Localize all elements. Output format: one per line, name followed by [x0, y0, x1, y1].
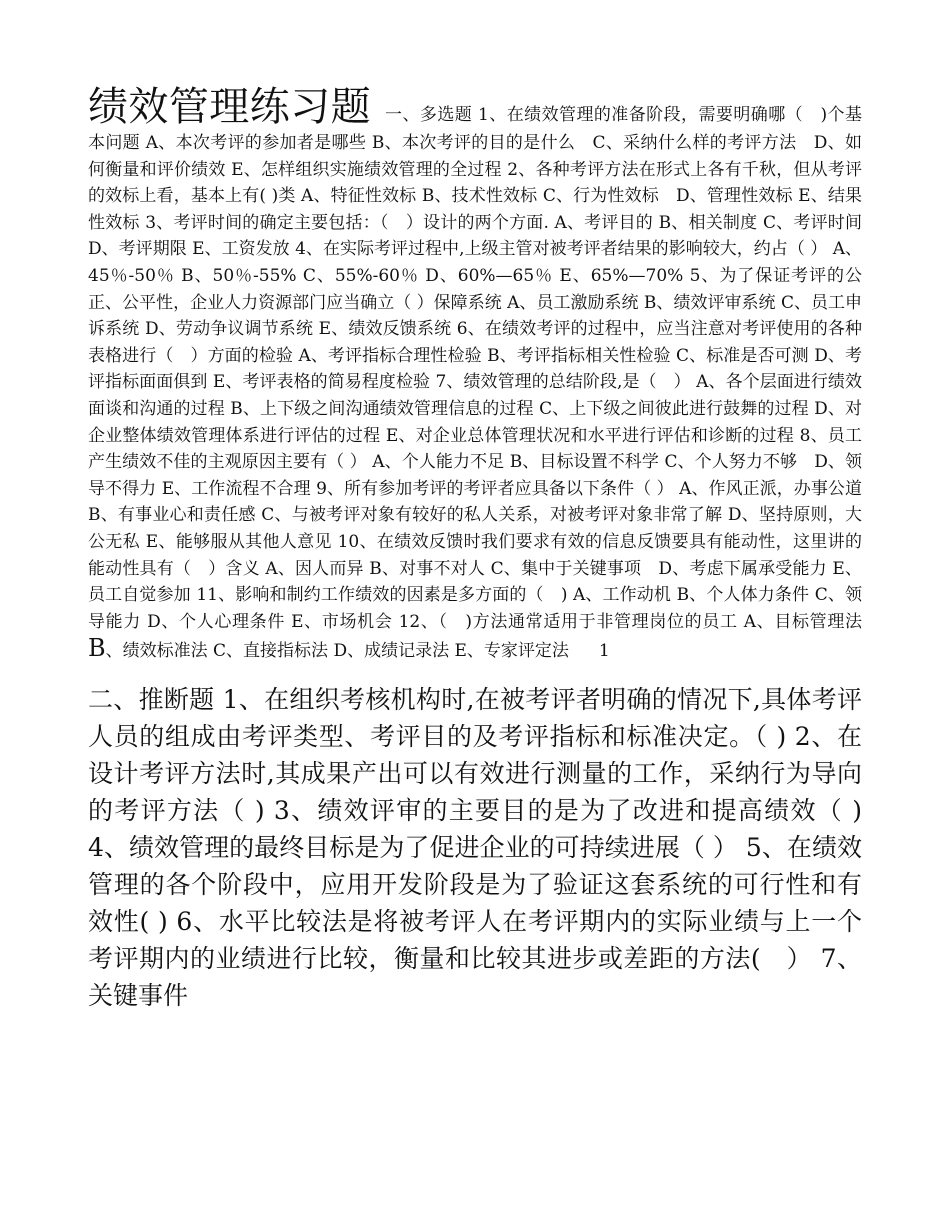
- option-b-letter: B: [88, 634, 106, 663]
- document-title: 绩效管理练习题: [88, 84, 372, 130]
- multiple-choice-section: [88, 84, 862, 665]
- multiple-choice-text: 一、多选题 1、在绩效管理的准备阶段，需要明确哪（ )个基本问题 A、本次考评的参加者是哪些 B、本次考评的目的是什么 C、采纳什么样的考评方法 D、如何衡量和评价绩效 E、怎样组织实施绩效管理的全过程 2、各种考评方法在形式上各有千秋，但从考评的效标上看，基本上有( )类 A、特征性效标 B、技术性效标 C、行为性效标 D、管理性效标 E、结果性效标 3、考评时间的确定主要包括：（ ）设计的两个方面. A、考评目的 B、相关制度 C、考评时间 D、考评期限 E、工资发放 4、在实际考评过程中,上级主管对被考评者结果的影响较大，约占（ ） A、45％-50％ B、50％-55% C、55%-60％ D、60%—65％ E、65%—70% 5、为了保证考评的公正、公平性，企业人力资源部门应当确立（ ）保障系统 A、员工激励系统 B、绩效评审系统 C、员工申诉系统 D、劳动争议调节系统 E、绩效反馈系统 6、在绩效考评的过程中，应当注意对考评使用的各种表格进行（ ）方面的检验 A、考评指标合理性检验 B、考评指标相关性检验 C、标准是否可测 D、考评指标面面俱到 E、考评表格的简易程度检验 7、绩效管理的总结阶段,是（ ） A、各个层面进行绩效面谈和沟通的过程 B、上下级之间沟通绩效管理信息的过程 C、上下级之间彼此进行鼓舞的过程 D、对企业整体绩效管理体系进行评估的过程 E、对企业总体管理状况和水平进行评估和诊断的过程 8、员工产生绩效不佳的主观原因主要有（ ） A、个人能力不足 B、目标设置不科学 C、个人努力不够 D、领导不得力 E、工作流程不合理 9、所有参加考评的考评者应具备以下条件（ ） A、作风正派，办事公道 B、有事业心和责任感 C、与被考评对象有较好的私人关系，对被考评对象非常了解 D、坚持原则，大公无私 E、能够服从其他人意见 10、在绩效反馈时我们要求有效的信息反馈要具有能动性，这里讲的能动性具有（ ）含义 A、因人而异 B、对事不对人 C、集中于关键事项 D、考虑下属承受能力 E、员工自觉参加 11、影响和制约工作绩效的因素是多方面的（ ) A、工作动机 B、个人体力条件 C、领导能力 D、个人心理条件 E、市场机会 12、（ )方法通常适用于非管理岗位的员工 A、目标管理法: [88, 105, 862, 632]
- multiple-choice-text-end: 、绩效标准法 C、直接指标法 D、成绩记录法 E、专家评定法: [105, 641, 569, 662]
- page-number: 1: [598, 641, 610, 662]
- true-false-section: 二、推断题 1、在组织考核机构时,在被考评者明确的情况下,具体考评人员的组成由考评类型、考评目的及考评指标和标准决定。（ ) 2、在设计考评方法时,其成果产出可以有效进行测量的工作，采纳行为导向的考评方法（ ) 3、绩效评审的主要目的是为了改进和提高绩效（ ) 4、绩效管理的最终目标是为了促进企业的可持续进展（ ） 5、在绩效管理的各个阶段中，应用开发阶段是为了验证这套系统的可行性和有效性( ) 6、水平比较法是将被考评人在考评期内的实际业绩与上一个考评期内的业绩进行比较，衡量和比较其进步或差距的方法( ） 7、关键事件: [88, 684, 862, 1010]
- document-page: [88, 84, 862, 1014]
